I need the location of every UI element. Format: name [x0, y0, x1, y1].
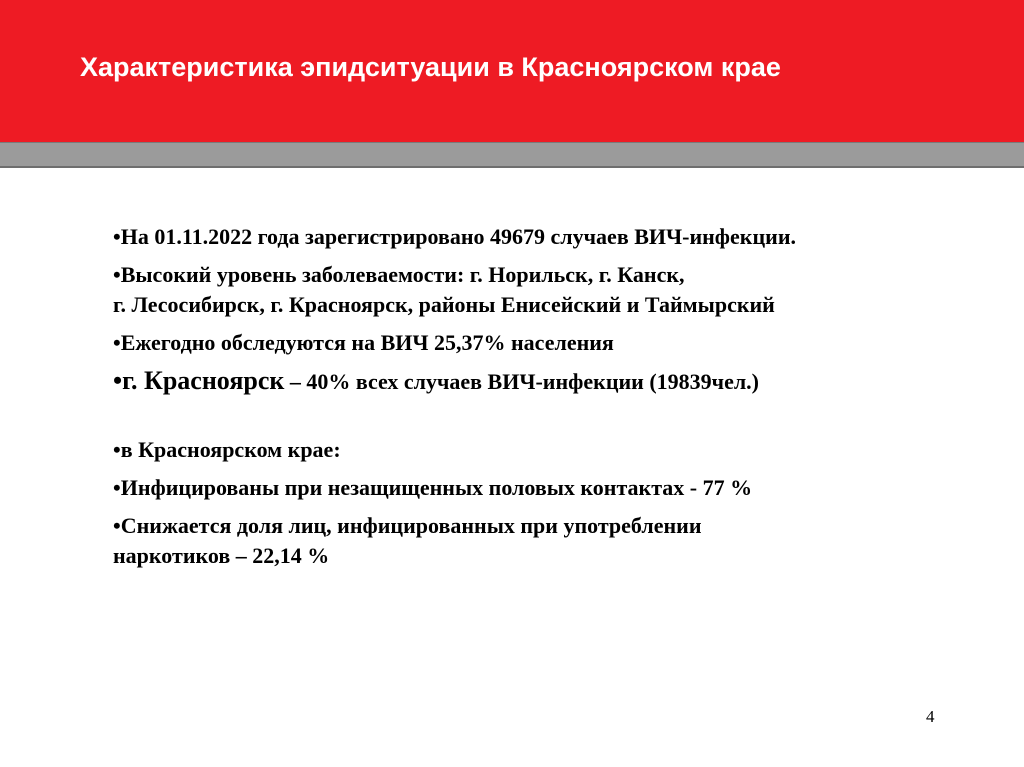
slide-title: Характеристика эпидситуации в Красноярском крае — [80, 52, 781, 82]
bullet-city-name: •г. Красноярск — [113, 366, 285, 395]
bullet-text: •в Красноярском крае: — [113, 437, 341, 462]
bullet-text-continued: наркотиков – 22,14 % — [113, 543, 330, 568]
bullet-text: – 40% всех случаев ВИЧ-инфекции (19839чел.) — [284, 369, 760, 394]
title-bar — [0, 0, 1024, 142]
bullet-text: •Ежегодно обследуются на ВИЧ 25,37% населения — [113, 330, 614, 355]
slide-body — [113, 222, 1013, 571]
divider-band — [0, 142, 1024, 168]
bullet-region-heading — [113, 435, 1013, 465]
bullet-text: •Снижается доля лиц, инфицированных при употреблении — [113, 513, 702, 538]
bullet-drug-share — [113, 511, 1013, 571]
bullet-sexual-transmission — [113, 473, 1013, 503]
bullet-high-incidence — [113, 260, 1013, 320]
bullet-text: •Высокий уровень заболеваемости: г. Норильск, г. Канск, — [113, 262, 685, 287]
bullet-text-continued: г. Лесосибирск, г. Красноярск, районы Енисейский и Таймырский — [113, 292, 775, 317]
page-number: 4 — [926, 707, 935, 726]
bullet-krasnoyarsk-share — [113, 366, 1013, 397]
bullet-annual-testing — [113, 328, 1013, 358]
bullet-text: •На 01.11.2022 года зарегистрировано 49679 случаев ВИЧ-инфекции. — [113, 224, 796, 249]
bullet-registered-cases — [113, 222, 1013, 252]
bullet-text: •Инфицированы при незащищенных половых контактах - 77 % — [113, 475, 753, 500]
